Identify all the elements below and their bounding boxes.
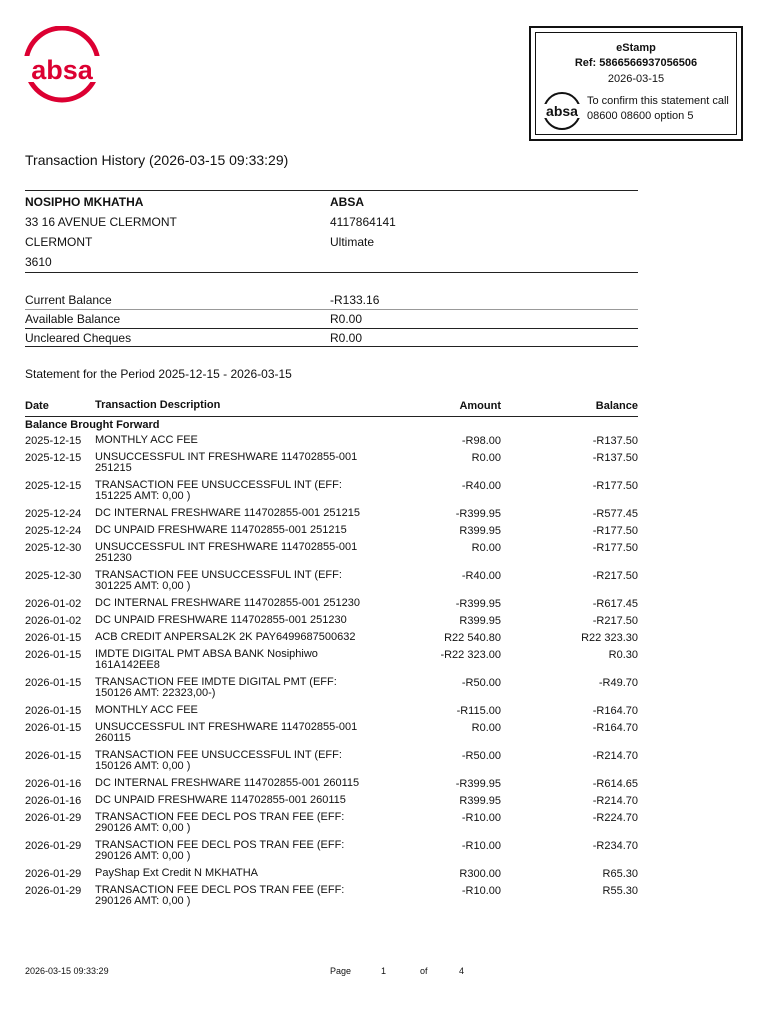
row-description-line1: TRANSACTION FEE UNSUCCESSFUL INT (EFF: [95,569,342,581]
row-date: 2025-12-15 [25,480,82,492]
row-description [95,598,380,609]
row-description-line1: TRANSACTION FEE DECL POS TRAN FEE (EFF: [95,839,345,851]
balance-label: Available Balance [25,312,121,326]
footer-page-label: Page [330,966,352,976]
row-description-line1: DC INTERNAL FRESHWARE 114702855-001 251215 [95,507,360,519]
balance-value: R0.00 [330,331,363,345]
row-date: 2026-01-15 [25,705,82,717]
row-description [95,705,380,716]
row-description-line1: MONTHLY ACC FEE [95,434,198,446]
balance-value: R0.00 [330,312,363,326]
row-description [95,435,380,446]
row-date: 2026-01-29 [25,885,82,897]
table-row [25,778,638,795]
header-balance: Balance [595,400,638,412]
row-description-line1: UNSUCCESSFUL INT FRESHWARE 114702855-001 [95,721,358,733]
row-date: 2025-12-30 [25,570,82,582]
table-row [25,452,638,480]
row-description-line1: IMDTE DIGITAL PMT ABSA BANK Nosiphiwo [95,648,318,660]
row-balance: R22 323.30 [581,632,638,644]
table-row [25,868,638,885]
row-balance: -R177.50 [592,525,638,537]
row-description-line1: TRANSACTION FEE IMDTE DIGITAL PMT (EFF: [95,676,337,688]
row-amount: R0.00 [471,452,501,464]
row-description-line1: TRANSACTION FEE UNSUCCESSFUL INT (EFF: [95,749,342,761]
row-description [95,452,380,474]
estamp-confirm [587,94,729,124]
divider [25,272,638,273]
balance-label: Current Balance [25,293,112,307]
row-amount: -R399.95 [455,778,501,790]
row-description [95,525,380,536]
row-date: 2026-01-15 [25,722,82,734]
row-balance: -R177.50 [592,480,638,492]
account-number: 4117864141 [330,215,396,229]
row-date: 2026-01-29 [25,868,82,880]
row-description-line1: DC INTERNAL FRESHWARE 114702855-001 260115 [95,777,360,789]
table-row [25,705,638,722]
table-row [25,615,638,632]
table-row [25,508,638,525]
row-description [95,615,380,626]
row-balance: -R614.65 [592,778,638,790]
row-amount: -R40.00 [461,480,501,492]
row-description-line2: 290126 AMT: 0,00 ) [95,850,191,862]
footer-of-label: of [420,966,428,976]
row-description-line1: UNSUCCESSFUL INT FRESHWARE 114702855-001 [95,451,358,463]
row-amount: -R399.95 [455,508,501,520]
row-amount: R300.00 [459,868,501,880]
row-date: 2025-12-30 [25,542,82,554]
divider [25,328,638,329]
row-date: 2026-01-29 [25,840,82,852]
table-row [25,795,638,812]
table-row [25,542,638,570]
row-amount: -R115.00 [456,705,501,717]
table-row [25,840,638,868]
brought-forward-label: Balance Brought Forward [25,419,160,431]
table-row [25,649,638,677]
row-description-line2: 290126 AMT: 0,00 ) [95,822,191,834]
row-description-line1: PayShap Ext Credit N MKHATHA [95,867,259,879]
table-row [25,722,638,750]
table-row [25,677,638,705]
row-balance: -R234.70 [592,840,638,852]
row-amount: -R40.00 [461,570,501,582]
estamp-confirm-line2: 08600 08600 option 5 [587,110,694,122]
row-description-line1: DC UNPAID FRESHWARE 114702855-001 260115 [95,794,346,806]
row-date: 2026-01-15 [25,632,82,644]
statement-period: Statement for the Period 2025-12-15 - 2026-03-15 [25,367,292,381]
row-balance: -R217.50 [592,570,638,582]
row-description-line1: TRANSACTION FEE DECL POS TRAN FEE (EFF: [95,884,345,896]
row-description [95,542,380,564]
row-date: 2025-12-15 [25,452,82,464]
estamp-date: 2026-03-15 [607,73,665,85]
table-row [25,812,638,840]
row-amount: -R22 323.00 [440,649,501,661]
row-date: 2026-01-15 [25,649,82,661]
row-date: 2026-01-15 [25,750,82,762]
estamp-title: eStamp [616,42,656,54]
row-description [95,812,380,834]
divider [25,416,638,417]
row-date: 2026-01-16 [25,795,82,807]
row-description [95,632,380,643]
row-balance: -R164.70 [592,705,638,717]
row-amount: R0.00 [471,722,501,734]
table-row [25,598,638,615]
row-balance: -R577.45 [592,508,638,520]
row-description-line1: TRANSACTION FEE UNSUCCESSFUL INT (EFF: [95,479,342,491]
estamp-ref: Ref: 5866566937056506 [574,57,698,69]
row-date: 2025-12-24 [25,525,82,537]
table-row [25,525,638,542]
customer-name: NOSIPHO MKHATHA [25,195,144,209]
row-amount: R399.95 [459,795,501,807]
row-description-line1: DC INTERNAL FRESHWARE 114702855-001 251230 [95,597,360,609]
customer-address1: 33 16 AVENUE CLERMONT [25,215,177,229]
row-balance: -R49.70 [598,677,638,689]
table-row [25,570,638,598]
row-balance: -R214.70 [592,795,638,807]
row-amount: R399.95 [459,525,501,537]
row-amount: -R50.00 [461,677,501,689]
footer-page-number: 1 [381,966,387,976]
bank-name: ABSA [330,195,365,209]
row-amount: R0.00 [471,542,501,554]
row-amount: R22 540.80 [444,632,501,644]
header-amount: Amount [459,400,501,412]
absa-logo [22,26,102,111]
footer-timestamp: 2026-03-15 09:33:29 [25,966,109,976]
row-balance: R0.30 [608,649,638,661]
customer-address2: CLERMONT [25,235,93,249]
table-header [25,400,638,416]
row-amount: -R10.00 [461,885,501,897]
estamp-confirm-line1: To confirm this statement call [587,95,729,107]
row-balance: -R137.50 [592,452,638,464]
estamp-logo-text: absa [546,103,578,119]
table-row [25,480,638,508]
customer-postcode: 3610 [25,255,52,269]
row-balance: -R214.70 [592,750,638,762]
row-description-line2: 290126 AMT: 0,00 ) [95,895,191,907]
row-description-line2: 150126 AMT: 22323,00-) [95,687,216,699]
transaction-rows [25,435,638,913]
row-description-line2: 251230 [95,552,132,564]
absa-logo-text: absa [31,55,93,85]
row-description-line1: UNSUCCESSFUL INT FRESHWARE 114702855-001 [95,541,358,553]
row-date: 2026-01-15 [25,677,82,689]
row-description [95,840,380,862]
row-description-line2: 260115 [95,732,131,744]
row-date: 2026-01-02 [25,598,82,610]
row-description [95,868,380,879]
row-amount: -R10.00 [461,840,501,852]
row-date: 2026-01-02 [25,615,82,627]
row-balance: -R177.50 [592,542,638,554]
table-row [25,750,638,778]
row-balance: -R217.50 [592,615,638,627]
row-balance: -R617.45 [592,598,638,610]
row-balance: -R164.70 [592,722,638,734]
row-description-line2: 150126 AMT: 0,00 ) [95,760,191,772]
page-title: Transaction History (2026-03-15 09:33:29) [25,152,289,168]
row-description-line1: DC UNPAID FRESHWARE 114702855-001 251230 [95,614,347,626]
row-amount: R399.95 [459,615,501,627]
row-description-line1: ACB CREDIT ANPERSAL2K 2K PAY6499687500632 [95,631,356,643]
brought-forward [25,419,638,435]
row-date: 2025-12-15 [25,435,82,447]
row-description-line2: 301225 AMT: 0,00 ) [95,580,191,592]
row-balance: -R224.70 [592,812,638,824]
row-description [95,795,380,806]
row-description [95,750,380,772]
row-description-line1: MONTHLY ACC FEE [95,704,198,716]
row-balance: R55.30 [602,885,638,897]
row-description [95,722,380,744]
divider [25,190,638,191]
row-date: 2025-12-24 [25,508,82,520]
row-date: 2026-01-29 [25,812,82,824]
row-amount: -R98.00 [461,435,501,447]
row-description-line1: DC UNPAID FRESHWARE 114702855-001 251215 [95,524,347,536]
account-type: Ultimate [330,235,375,249]
row-description-line2: 251215 [95,462,132,474]
row-description [95,570,380,592]
balance-label: Uncleared Cheques [25,331,132,345]
table-row [25,885,638,913]
row-description [95,778,380,789]
row-amount: -R399.95 [455,598,501,610]
footer-page-total: 4 [459,966,465,976]
estamp-absa-logo [538,90,586,137]
row-balance: -R137.50 [592,435,638,447]
row-description [95,480,380,502]
transactions-table [25,400,638,913]
row-amount: -R50.00 [461,750,501,762]
row-description-line2: 151225 AMT: 0,00 ) [95,490,191,502]
row-description [95,677,380,699]
balance-value: -R133.16 [330,293,380,307]
row-description [95,885,380,907]
estamp-box [529,26,743,141]
row-description-line2: 161A142EE8 [95,659,160,671]
row-description-line1: TRANSACTION FEE DECL POS TRAN FEE (EFF: [95,811,345,823]
row-description [95,508,380,519]
row-description [95,649,380,671]
header-description: Transaction Description [95,399,221,411]
row-balance: R65.30 [602,868,638,880]
table-row [25,435,638,452]
row-date: 2026-01-16 [25,778,82,790]
table-row [25,632,638,649]
divider [25,346,638,347]
divider [25,309,638,310]
header-date: Date [25,400,49,412]
row-amount: -R10.00 [461,812,501,824]
